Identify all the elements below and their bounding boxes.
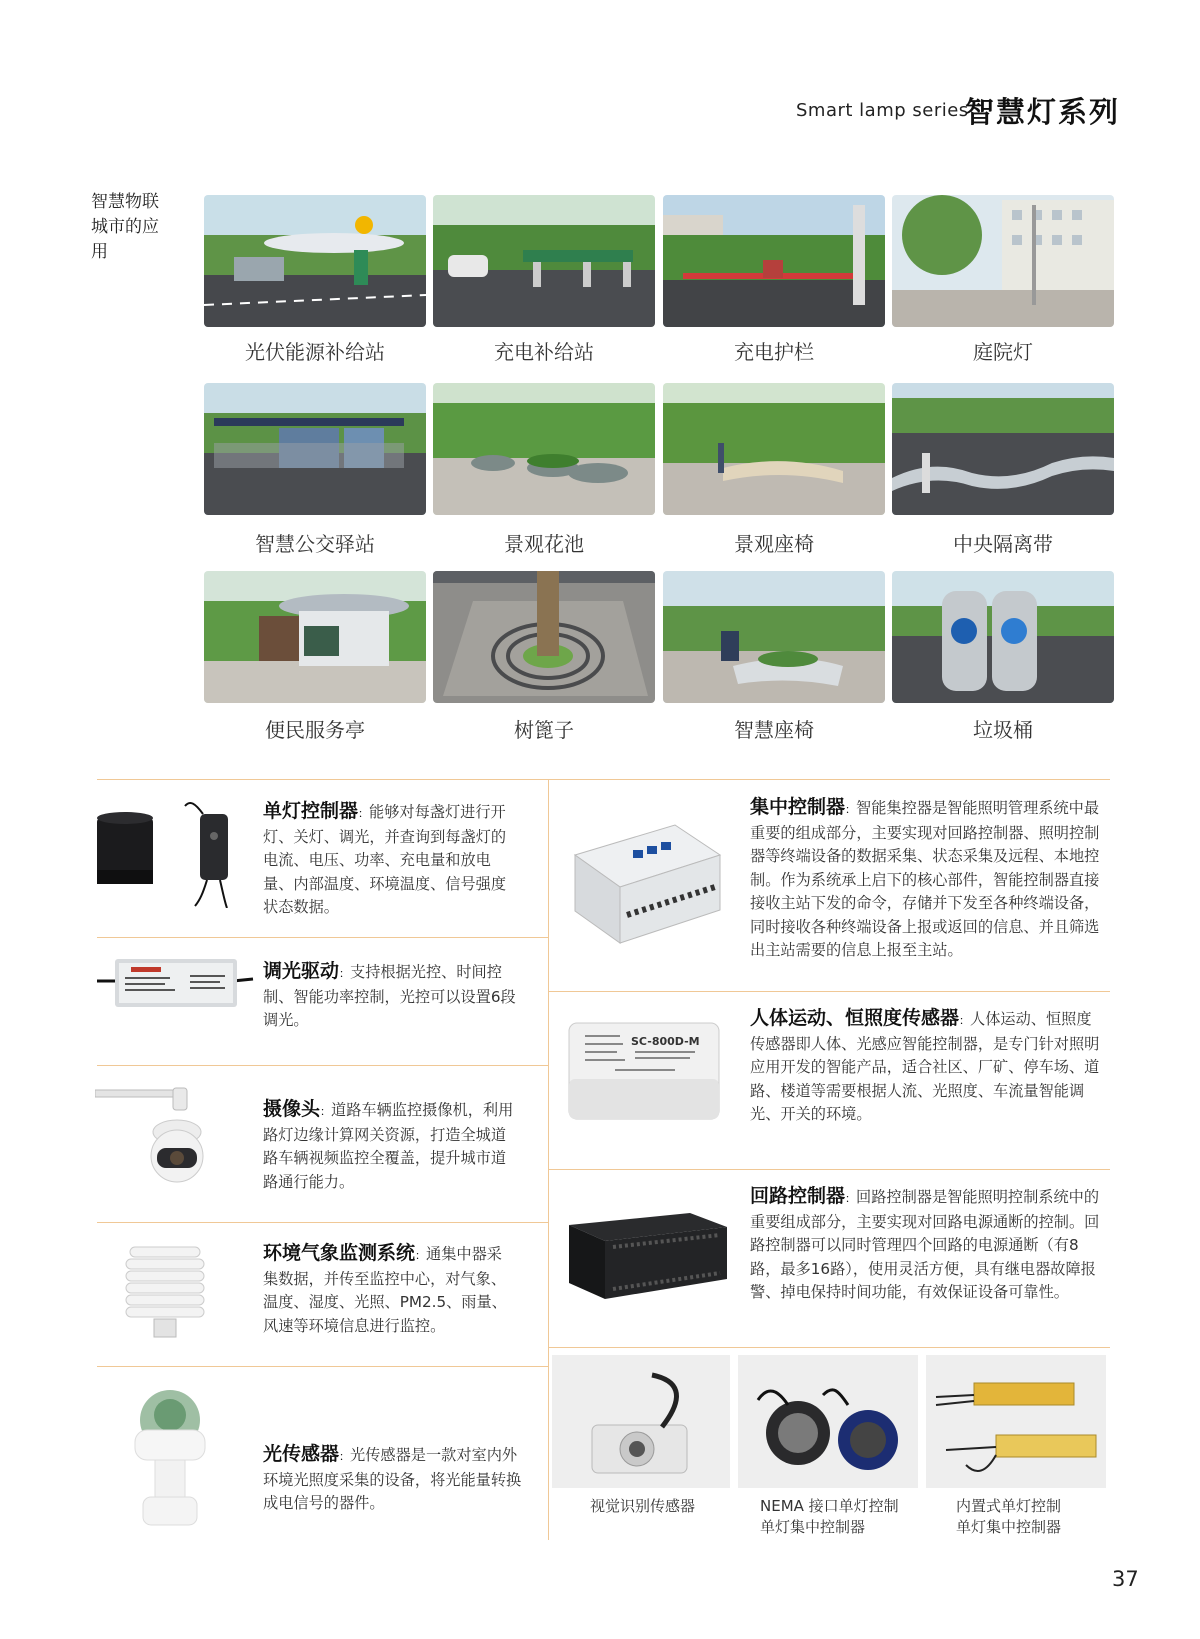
photo-smart-bench [663, 571, 885, 703]
divider [549, 1169, 1110, 1170]
caption-service-kiosk: 便民服务亭 [265, 718, 365, 742]
loop-controller-image [565, 1195, 730, 1305]
divider [97, 779, 1110, 780]
motion-sensor-image [565, 1017, 725, 1127]
dimming-driver-desc: 支持根据光控、时间控制、智能功率控制，光控可以设置6段调光。 [263, 963, 516, 1029]
single-lamp-controller-desc: 能够对每盏灯进行开灯、关灯、调光，并查询到每盏灯的电流、电压、功率、充电量和放电量、内部温度、环境温度、信号强度状态数据。 [263, 803, 506, 916]
single-lamp-controller-block [263, 800, 517, 920]
loop-controller-desc: 回路控制器是智能照明控制系统中的重要组成部分，主要实现对回路电源通断的控制。回路控制器可以同时管理四个回路的电源通断（有8路，最多16路），使用灵活方便，具有继电器故障报警、掉电保持时间功能，有效保证设备可靠性。 [750, 1188, 1100, 1301]
photo-service-kiosk [204, 571, 426, 703]
camera-image [95, 1082, 225, 1192]
light-sensor-image [125, 1385, 215, 1535]
photo-central-divider [892, 383, 1114, 515]
photo-tree-grate [433, 571, 655, 703]
photo-courtyard-lamp [892, 195, 1114, 327]
thumb-caption-line: 内置式单灯控制 [956, 1497, 1062, 1515]
light-sensor-desc: 光传感器是一款对室内外环境光照度采集的设备，将光能量转换成电信号的器件。 [263, 1446, 522, 1512]
light-sensor-block [263, 1443, 528, 1516]
caption-trash-bin: 垃圾桶 [973, 718, 1033, 742]
column-divider [548, 780, 549, 1540]
thumb-nema-controller [738, 1355, 918, 1488]
loop-controller-block [750, 1185, 1105, 1305]
motion-sensor-desc: 人体运动、恒照度传感器即人体、光感应智能控制器，是专门针对照明应用开发的智能产品，适合社区、厂矿、停车场、道路、楼道等需要根据人流、光照度、车流量智能调光、开关的环境。 [750, 1010, 1100, 1123]
thumb-vision-sensor [552, 1355, 730, 1488]
single-lamp-controller-image [95, 798, 255, 908]
caption-tree-grate: 树篦子 [514, 718, 574, 742]
divider [97, 937, 548, 938]
caption-smart-bench: 智慧座椅 [734, 718, 814, 742]
light-sensor-title: 光传感器 ： [263, 1443, 350, 1465]
series-title-en: Smart lamp series [796, 100, 969, 121]
thumb-caption-line: 单灯集中控制器 [760, 1518, 866, 1536]
camera-title: 摄像头 ： [263, 1098, 331, 1120]
motion-sensor-title: 人体运动、恒照度传感器 ： [750, 1007, 970, 1029]
photo-bus-station [204, 383, 426, 515]
photo-landscape-bench [663, 383, 885, 515]
thumb-caption-line: 视觉识别传感器 [590, 1497, 696, 1515]
caption-landscape-planter: 景观花池 [504, 532, 584, 556]
concentrator-image [565, 815, 725, 945]
photo-trash-bin [892, 571, 1114, 703]
weather-station-image [120, 1243, 210, 1343]
caption-central-divider: 中央隔离带 [953, 532, 1053, 556]
photo-pv-station [204, 195, 426, 327]
dimming-driver-image [95, 953, 255, 1013]
thumb-caption-line: NEMA 接口单灯控制 [760, 1497, 899, 1515]
camera-block [263, 1098, 517, 1194]
section-side-label: 智慧物联城市的应用 [91, 192, 159, 262]
divider [97, 1366, 548, 1367]
thumb-caption-builtin-controller [956, 1496, 1061, 1538]
dimming-driver-block [263, 960, 517, 1033]
caption-landscape-bench: 景观座椅 [734, 532, 814, 556]
series-title-cn: 智慧灯系列 [965, 95, 1121, 129]
caption-bus-station: 智慧公交驿站 [255, 532, 375, 556]
divider [549, 991, 1110, 992]
weather-monitoring-desc: 通集中器采集数据，并传至监控中心，对气象、温度、湿度、光照、PM2.5、雨量、风速等环境信息进行监控。 [263, 1245, 507, 1335]
caption-courtyard-lamp: 庭院灯 [973, 340, 1033, 364]
concentrator-desc: 智能集控器是智能照明管理系统中最重要的组成部分，主要实现对回路控制器、照明控制器等终端设备的数据采集、状态采集及远程、本地控制。作为系统承上启下的核心部件，智能控制器直接接收主站下发的命令，存储并下发至各种终端设备，同时接收各种终端设备上报或返回的信息、并且筛选出主站需要的信息上报至主站。 [750, 799, 1100, 959]
caption-pv-station: 光伏能源补给站 [245, 340, 385, 364]
weather-monitoring-block [263, 1242, 517, 1338]
motion-device-label: SC-800D-M [631, 1035, 700, 1048]
caption-charging-station: 充电补给站 [494, 340, 594, 364]
concentrator-title: 集中控制器 ： [750, 796, 856, 818]
concentrator-block [750, 796, 1105, 963]
thumb-caption-line: 单灯集中控制器 [956, 1518, 1062, 1536]
motion-sensor-block [750, 1007, 1105, 1127]
photo-charging-station [433, 195, 655, 327]
caption-charging-guardrail: 充电护栏 [734, 340, 814, 364]
divider [97, 1222, 548, 1223]
thumb-caption-nema-controller [760, 1496, 899, 1538]
thumb-caption-vision-sensor [590, 1496, 695, 1517]
photo-charging-guardrail [663, 195, 885, 327]
page-number: 37 [1112, 1567, 1139, 1591]
loop-controller-title: 回路控制器 ： [750, 1185, 856, 1207]
divider [97, 1065, 548, 1066]
weather-monitoring-title: 环境气象监测系统 ： [263, 1242, 426, 1264]
thumb-builtin-controller [926, 1355, 1106, 1488]
camera-desc: 道路车辆监控摄像机，利用路灯边缘计算网关资源，打造全城道路车辆视频监控全覆盖，提升城市道路通行能力。 [263, 1101, 514, 1191]
divider [549, 1347, 1110, 1348]
single-lamp-controller-title: 单灯控制器 ： [263, 800, 369, 822]
dimming-driver-title: 调光驱动 ： [263, 960, 350, 982]
photo-landscape-planter [433, 383, 655, 515]
